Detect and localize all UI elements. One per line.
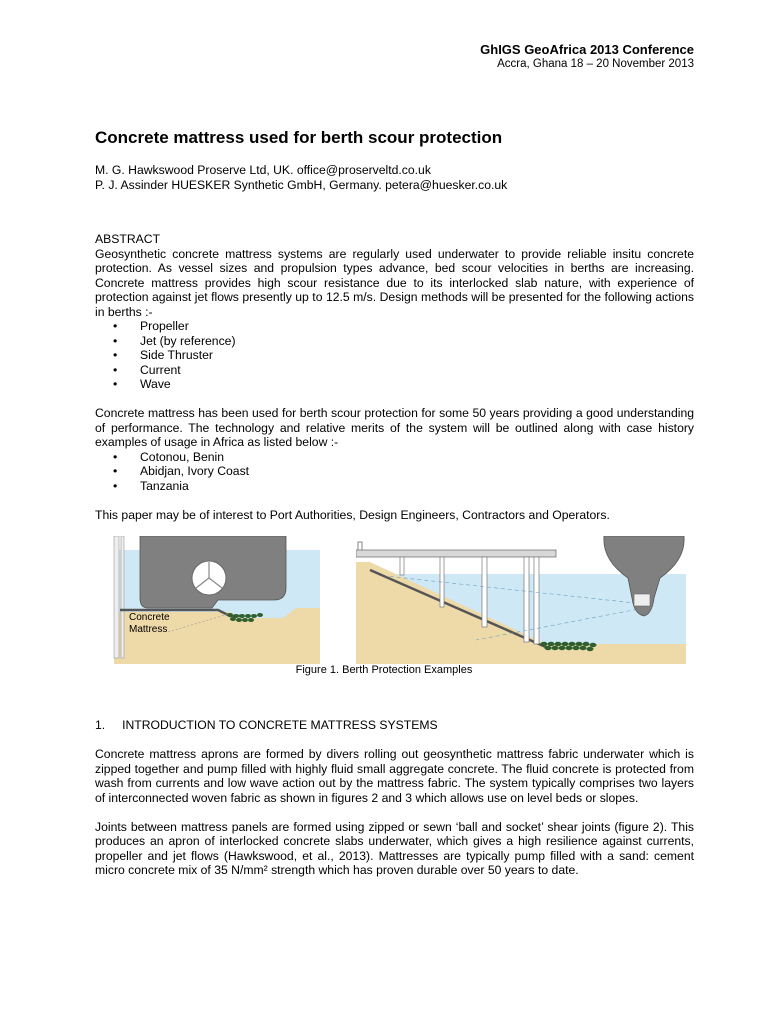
abstract-paragraph: Geosynthetic concrete mattress systems are regularly used underwater to provide reliable insitu concrete protection. As vessel sizes and propulsion types advance, bed scour velocities in berths are increasing. Concrete mattress provides high scour resistance due to its interlocked slab nature, with experience of protection against jet flows presently up to 12.5 m/s. Design methods will be presented for the following actions in berths :- [95,246,694,319]
section-paragraph: Concrete mattress aprons are formed by divers rolling out geosynthetic mattress fabric underwater which is zipped together and pump filled with highly fluid small aggregate concrete. The fluid concrete is protected from wash from currents and low wave action out by the mattress fabric. The system typically comprises two layers of interconnected woven fabric as shown in figures 2 and 3 which allows use on level beds or slopes. [95,747,694,805]
section-introduction [95,718,694,878]
list-item: • Tanzania [113,478,189,493]
list-item: • Jet (by reference) [113,333,236,348]
abstract-paragraph: Concrete mattress has been used for berth scour protection for some 50 years providing a good understanding of performance. The technology and relative merits of the system will be outlined along with case history examples of usage in Africa as listed below :- [95,406,694,449]
paper-title: Concrete mattress used for berth scour protection [95,128,503,147]
figure-slope-illustration [356,536,686,664]
locations-list [95,450,694,494]
list-item: • Cotonou, Benin [113,449,225,464]
author-line: M. G. Hawkswood Proserve Ltd, UK. office@proserveltd.co.uk [95,163,431,177]
list-item: • Abidjan, Ivory Coast [113,464,250,478]
thruster-icon [634,594,650,606]
figure-propeller-illustration [108,536,320,664]
list-item: • Wave [113,377,171,391]
author-list [95,163,507,192]
abstract-heading: ABSTRACT [95,232,161,246]
abstract-paragraph: This paper may be of interest to Port Authorities, Design Engineers, Contractors and Operators. [95,507,610,522]
figure-label: Concrete [129,612,170,623]
figure-caption: Figure 1. Berth Protection Examples [295,664,473,676]
quay-pile [114,536,119,658]
conference-venue: Accra, Ghana 18 – 20 November 2013 [497,58,694,70]
actions-list [95,319,694,392]
page-header [480,42,694,71]
abstract-section [95,232,694,522]
list-item: • Current [113,362,181,377]
quay-pile [121,536,124,658]
jetty-deck [356,550,556,557]
conference-name: GhIGS GeoAfrica 2013 Conference [480,42,694,57]
list-item: • Side Thruster [113,348,213,362]
section-heading: 1. INTRODUCTION TO CONCRETE MATTRESS SYSTEMS [95,718,438,732]
author-line: P. J. Assinder HUESKER Synthetic GmbH, Germany. petera@huesker.co.uk [95,177,508,192]
list-item: • Propeller [113,319,189,333]
section-paragraph: Joints between mattress panels are formed using zipped or sewn ‘ball and socket’ shear joints (figure 2). This produces an apron of interlocked concrete slabs underwater, which gives a high resilience against currents, propeller and jet flows (Hawkswood, et al., 2013). Mattresses are typically pump filled with a sand: cement micro concrete mix of 35 N/mm² strength which has proven durable over 50 years to date. [95,819,694,877]
figure-label: Mattress [129,624,168,635]
